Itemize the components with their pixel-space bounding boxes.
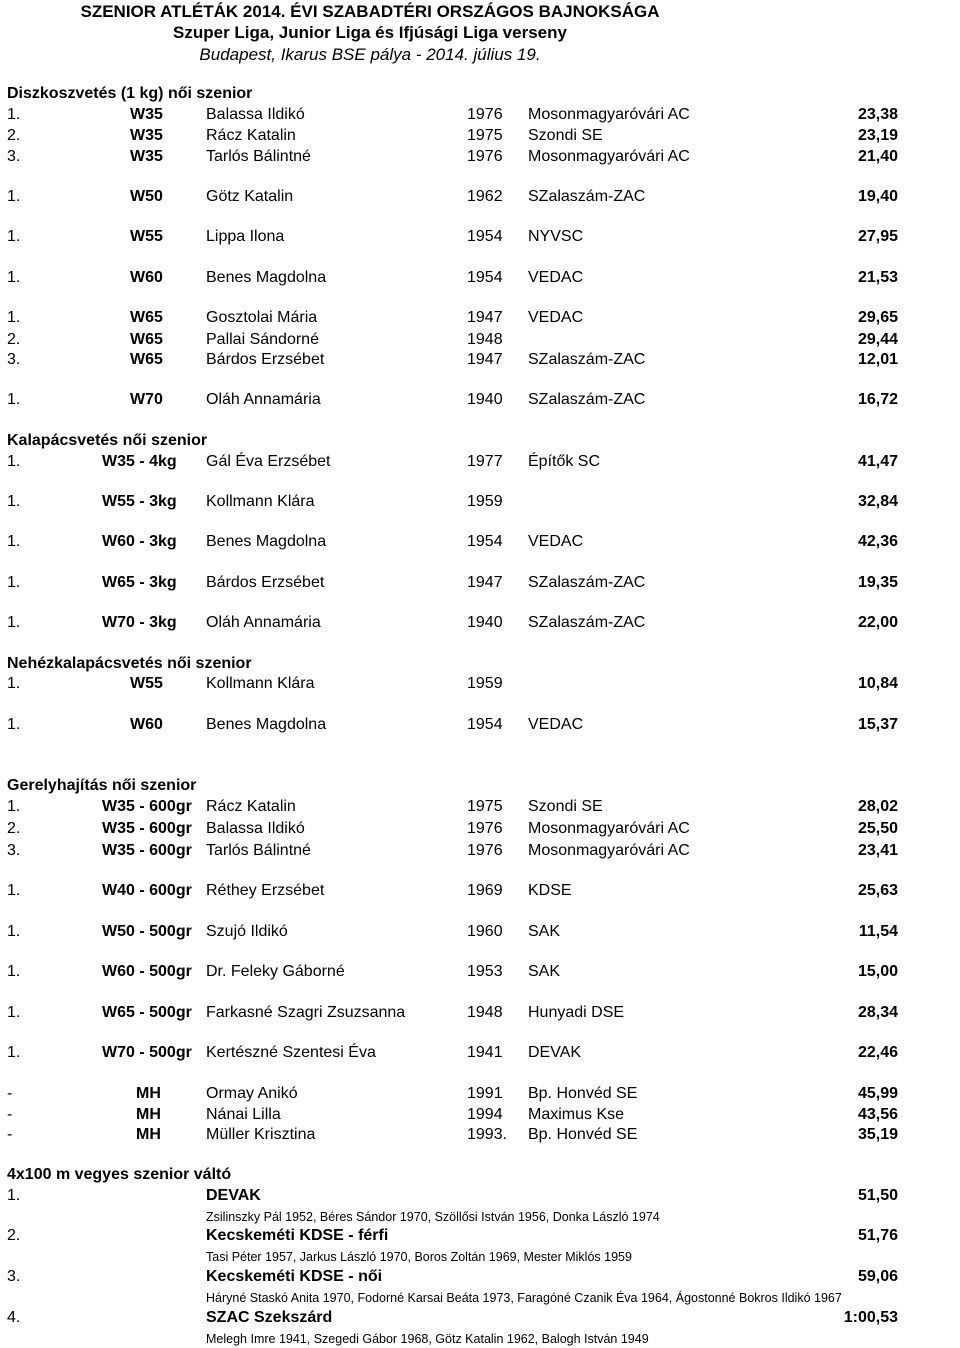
rank-cell: 1. — [7, 533, 21, 550]
rank-cell: 3. — [7, 842, 21, 859]
category-cell: W65 — [130, 351, 163, 368]
result-cell: 43,56 — [857, 1106, 898, 1123]
category-cell: W70 - 500gr — [102, 1044, 192, 1061]
rank-cell: - — [7, 1126, 13, 1143]
result-cell: 51,50 — [857, 1187, 898, 1204]
year-cell: 1993. — [467, 1126, 508, 1143]
year-cell: 1940 — [467, 391, 503, 408]
relay-members: Háryné Staskó Anita 1970, Fodorné Karsai Beáta 1973, Faragóné Czanik Éva 1964, Ágostonné Bokros Ildikó 1967 — [206, 1291, 842, 1305]
table-row — [0, 227, 960, 247]
rank-cell: 1. — [7, 391, 21, 408]
table-row — [0, 187, 960, 207]
year-cell: 1947 — [467, 574, 503, 591]
category-cell: W65 — [130, 331, 163, 348]
table-row — [0, 492, 960, 512]
year-cell: 1948 — [467, 331, 503, 348]
table-row — [0, 126, 960, 146]
team-cell: SZAC Szekszárd — [206, 1309, 333, 1326]
name-cell: Balassa Ildikó — [206, 820, 305, 837]
table-row — [0, 330, 960, 350]
rank-cell: 1. — [7, 923, 21, 940]
category-cell: W60 — [130, 269, 163, 286]
rank-cell: - — [7, 1085, 13, 1102]
table-row — [0, 268, 960, 288]
category-cell: W70 - 3kg — [102, 614, 177, 631]
name-cell: Gosztolai Mária — [206, 309, 318, 326]
name-cell: Kertészné Szentesi Éva — [206, 1044, 376, 1061]
name-cell: Farkasné Szagri Zsuzsanna — [206, 1004, 406, 1021]
name-cell: Szujó Ildikó — [206, 923, 288, 940]
category-cell: W60 - 3kg — [102, 533, 177, 550]
rank-cell: 1. — [7, 309, 21, 326]
rank-cell: 1. — [7, 188, 21, 205]
result-cell: 35,19 — [857, 1126, 898, 1143]
name-cell: Benes Magdolna — [206, 716, 327, 733]
rank-cell: 1. — [7, 614, 21, 631]
rank-cell: 3. — [7, 148, 21, 165]
table-row — [0, 881, 960, 901]
relay-row — [0, 1308, 960, 1328]
name-cell: Nánai Lilla — [206, 1106, 281, 1123]
club-cell: VEDAC — [528, 269, 584, 286]
year-cell: 1954 — [467, 533, 503, 550]
section-title-discus: Diszkoszvetés (1 kg) női szenior — [7, 85, 253, 102]
result-cell: 12,01 — [857, 351, 898, 368]
category-cell: W70 — [130, 391, 163, 408]
section-title-relay: 4x100 m vegyes szenior váltó — [7, 1166, 232, 1183]
relay-row — [0, 1186, 960, 1206]
category-cell: W60 — [130, 716, 163, 733]
rank-cell: 3. — [7, 351, 21, 368]
year-cell: 1991 — [467, 1085, 503, 1102]
category-cell: W65 - 3kg — [102, 574, 177, 591]
year-cell: 1954 — [467, 716, 503, 733]
result-cell: 21,40 — [857, 148, 898, 165]
table-row — [0, 1084, 960, 1104]
year-cell: 1947 — [467, 309, 503, 326]
result-cell: 10,84 — [857, 675, 898, 692]
club-cell: Szondi SE — [528, 798, 603, 815]
category-cell: W65 - 500gr — [102, 1004, 192, 1021]
category-cell: W65 — [130, 309, 163, 326]
year-cell: 1962 — [467, 188, 503, 205]
club-cell: SZalaszám-ZAC — [528, 391, 646, 408]
club-cell: DEVAK — [528, 1044, 582, 1061]
relay-members: Tasi Péter 1957, Jarkus László 1970, Boros Zoltán 1969, Mester Miklós 1959 — [206, 1250, 632, 1264]
club-cell: SZalaszám-ZAC — [528, 188, 646, 205]
result-cell: 29,44 — [857, 331, 898, 348]
name-cell: Oláh Annamária — [206, 614, 321, 631]
table-row — [0, 573, 960, 593]
year-cell: 1947 — [467, 351, 503, 368]
result-cell: 15,00 — [857, 963, 898, 980]
year-cell: 1976 — [467, 106, 503, 123]
rank-cell: 1. — [7, 963, 21, 980]
year-cell: 1941 — [467, 1044, 503, 1061]
table-row — [0, 674, 960, 694]
category-cell: W50 - 500gr — [102, 923, 192, 940]
table-row — [0, 350, 960, 370]
team-cell: Kecskeméti KDSE - férfi — [206, 1227, 389, 1244]
relay-row — [0, 1267, 960, 1287]
result-cell: 28,02 — [857, 798, 898, 815]
name-cell: Kollmann Klára — [206, 675, 315, 692]
name-cell: Müller Krisztina — [206, 1126, 316, 1143]
result-cell: 25,63 — [857, 882, 898, 899]
rank-cell: 1. — [7, 493, 21, 510]
table-row — [0, 1003, 960, 1023]
result-cell: 32,84 — [857, 493, 898, 510]
category-cell: W50 — [130, 188, 163, 205]
result-cell: 59,06 — [857, 1268, 898, 1285]
category-cell: W55 - 3kg — [102, 493, 177, 510]
rank-cell: - — [7, 1106, 13, 1123]
name-cell: Benes Magdolna — [206, 533, 327, 550]
name-cell: Götz Katalin — [206, 188, 294, 205]
name-cell: Benes Magdolna — [206, 269, 327, 286]
club-cell: Bp. Honvéd SE — [528, 1126, 638, 1143]
year-cell: 1976 — [467, 842, 503, 859]
club-cell: SZalaszám-ZAC — [528, 614, 646, 631]
category-cell: MH — [136, 1126, 161, 1143]
result-cell: 27,95 — [857, 228, 898, 245]
result-cell: 15,37 — [857, 716, 898, 733]
section-title-hammer: Kalapácsvetés női szenior — [7, 432, 208, 449]
name-cell: Ormay Anikó — [206, 1085, 298, 1102]
result-cell: 11,54 — [858, 923, 898, 940]
year-cell: 1976 — [467, 148, 503, 165]
name-cell: Rácz Katalin — [206, 127, 296, 144]
table-row — [0, 1105, 960, 1125]
year-cell: 1959 — [467, 675, 503, 692]
club-cell: KDSE — [528, 882, 572, 899]
club-cell: Mosonmagyaróvári AC — [528, 106, 690, 123]
year-cell: 1975 — [467, 127, 503, 144]
team-cell: DEVAK — [206, 1187, 261, 1204]
result-cell: 51,76 — [857, 1227, 898, 1244]
rank-cell: 1. — [7, 1187, 21, 1204]
result-cell: 45,99 — [857, 1085, 898, 1102]
table-row — [0, 390, 960, 410]
rank-cell: 4. — [7, 1309, 21, 1326]
year-cell: 1954 — [467, 269, 503, 286]
table-row — [0, 105, 960, 125]
year-cell: 1954 — [467, 228, 503, 245]
result-cell: 42,36 — [857, 533, 898, 550]
rank-cell: 3. — [7, 1268, 21, 1285]
rank-cell: 1. — [7, 675, 21, 692]
rank-cell: 2. — [7, 1227, 21, 1244]
category-cell: W55 — [130, 228, 163, 245]
year-cell: 1977 — [467, 453, 503, 470]
name-cell: Oláh Annamária — [206, 391, 321, 408]
club-cell: SZalaszám-ZAC — [528, 351, 646, 368]
section-title-weight: Nehézkalapácsvetés női szenior — [7, 655, 252, 672]
table-row — [0, 922, 960, 942]
table-row — [0, 1125, 960, 1145]
page-subtitle: Szuper Liga, Junior Liga és Ifjúsági Liga verseny — [173, 23, 567, 42]
result-cell: 25,50 — [857, 820, 898, 837]
year-cell: 1969 — [467, 882, 503, 899]
rank-cell: 1. — [7, 716, 21, 733]
result-cell: 41,47 — [857, 453, 898, 470]
club-cell: VEDAC — [528, 716, 584, 733]
year-cell: 1948 — [467, 1004, 503, 1021]
table-row — [0, 1043, 960, 1063]
result-cell: 22,00 — [857, 614, 898, 631]
rank-cell: 1. — [7, 1004, 21, 1021]
year-cell: 1960 — [467, 923, 503, 940]
table-row — [0, 962, 960, 982]
club-cell: Építők SC — [528, 453, 601, 470]
category-cell: W40 - 600gr — [102, 882, 192, 899]
club-cell: Mosonmagyaróvári AC — [528, 842, 690, 859]
name-cell: Pallai Sándorné — [206, 331, 319, 348]
team-cell: Kecskeméti KDSE - női — [206, 1268, 383, 1285]
year-cell: 1959 — [467, 493, 503, 510]
table-row — [0, 715, 960, 735]
rank-cell: 1. — [7, 106, 21, 123]
name-cell: Tarlós Bálintné — [206, 842, 311, 859]
club-cell: VEDAC — [528, 309, 584, 326]
year-cell: 1953 — [467, 963, 503, 980]
year-cell: 1994 — [467, 1106, 503, 1123]
result-cell: 21,53 — [857, 269, 898, 286]
year-cell: 1976 — [467, 820, 503, 837]
table-row — [0, 147, 960, 167]
name-cell: Bárdos Erzsébet — [206, 574, 325, 591]
table-row — [0, 613, 960, 633]
category-cell: W35 - 600gr — [102, 798, 192, 815]
section-title-javelin: Gerelyhajítás női szenior — [7, 777, 197, 794]
name-cell: Lippa Ilona — [206, 228, 285, 245]
category-cell: W35 - 4kg — [102, 453, 177, 470]
name-cell: Balassa Ildikó — [206, 106, 305, 123]
result-cell: 28,34 — [857, 1004, 898, 1021]
table-row — [0, 532, 960, 552]
result-cell: 1:00,53 — [843, 1309, 898, 1326]
club-cell: SAK — [528, 923, 561, 940]
relay-members: Zsilinszky Pál 1952, Béres Sándor 1970, Szöllősi István 1956, Donka László 1974 — [206, 1210, 660, 1224]
table-row — [0, 841, 960, 861]
table-row — [0, 308, 960, 328]
category-cell: MH — [136, 1085, 161, 1102]
club-cell: SZalaszám-ZAC — [528, 574, 646, 591]
category-cell: W55 — [130, 675, 163, 692]
table-row — [0, 452, 960, 472]
club-cell: Mosonmagyaróvári AC — [528, 820, 690, 837]
category-cell: MH — [136, 1106, 161, 1123]
category-cell: W35 — [130, 148, 163, 165]
club-cell: NYVSC — [528, 228, 584, 245]
result-cell: 23,38 — [857, 106, 898, 123]
category-cell: W35 - 600gr — [102, 820, 192, 837]
club-cell: Szondi SE — [528, 127, 603, 144]
club-cell: Hunyadi DSE — [528, 1004, 625, 1021]
name-cell: Bárdos Erzsébet — [206, 351, 325, 368]
table-row — [0, 819, 960, 839]
category-cell: W35 — [130, 106, 163, 123]
category-cell: W35 - 600gr — [102, 842, 192, 859]
rank-cell: 1. — [7, 574, 21, 591]
name-cell: Tarlós Bálintné — [206, 148, 311, 165]
relay-members: Melegh Imre 1941, Szegedi Gábor 1968, Götz Katalin 1962, Balogh István 1949 — [206, 1332, 649, 1346]
rank-cell: 1. — [7, 453, 21, 470]
club-cell: SAK — [528, 963, 561, 980]
result-cell: 19,35 — [857, 574, 898, 591]
name-cell: Réthey Erzsébet — [206, 882, 325, 899]
rank-cell: 1. — [7, 269, 21, 286]
result-cell: 23,41 — [857, 842, 898, 859]
name-cell: Dr. Feleky Gáborné — [206, 963, 345, 980]
name-cell: Kollmann Klára — [206, 493, 315, 510]
rank-cell: 1. — [7, 798, 21, 815]
name-cell: Rácz Katalin — [206, 798, 296, 815]
name-cell: Gál Éva Erzsébet — [206, 453, 331, 470]
table-row — [0, 797, 960, 817]
rank-cell: 2. — [7, 127, 21, 144]
relay-row — [0, 1226, 960, 1246]
rank-cell: 1. — [7, 1044, 21, 1061]
rank-cell: 2. — [7, 331, 21, 348]
rank-cell: 1. — [7, 882, 21, 899]
event-venue: Budapest, Ikarus BSE pálya - 2014. július 19. — [199, 45, 541, 64]
club-cell: VEDAC — [528, 533, 584, 550]
result-cell: 16,72 — [857, 391, 898, 408]
category-cell: W60 - 500gr — [102, 963, 192, 980]
year-cell: 1975 — [467, 798, 503, 815]
club-cell: Mosonmagyaróvári AC — [528, 148, 690, 165]
result-cell: 22,46 — [857, 1044, 898, 1061]
club-cell: Maximus Kse — [528, 1106, 625, 1123]
result-cell: 19,40 — [857, 188, 898, 205]
club-cell: Bp. Honvéd SE — [528, 1085, 638, 1102]
year-cell: 1940 — [467, 614, 503, 631]
rank-cell: 1. — [7, 228, 21, 245]
result-cell: 23,19 — [857, 127, 898, 144]
category-cell: W35 — [130, 127, 163, 144]
result-cell: 29,65 — [857, 309, 898, 326]
rank-cell: 2. — [7, 820, 21, 837]
page-title: SZENIOR ATLÉTÁK 2014. ÉVI SZABADTÉRI ORSZÁGOS BAJNOKSÁGA — [80, 2, 660, 21]
